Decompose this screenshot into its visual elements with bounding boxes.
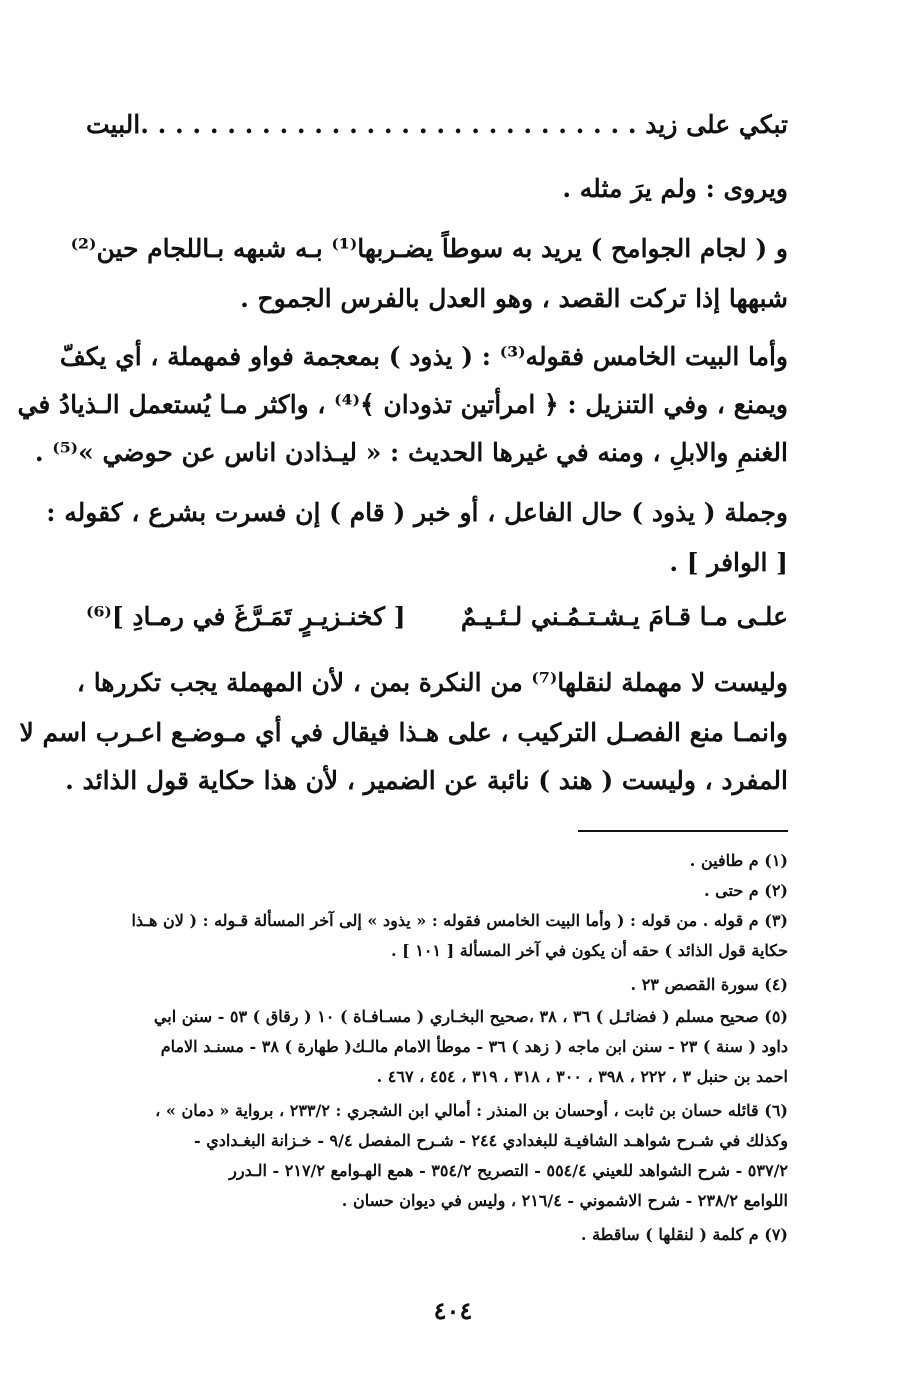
body-line: ويمنع ، وفي التنزيل : ﴿ امرأتين تذودان ﴾⁽⁴⁾ ، واكثر مـا يُستعمل الـذيادُ في: [17, 390, 788, 419]
body-line: [ الوافر ] .: [669, 548, 788, 577]
footnote: حكاية قول الذائد ) حقه أن يكون في آخر المسألة [ ١٠١ ] .: [390, 941, 788, 960]
body-line: وجملة ( يذود ) حال الفاعل ، أو خبر ( قام ) إن فسرت بشرع ، كقوله :: [46, 498, 788, 527]
header-left-text: . . . . . . . . . . . . . . . . .البيت: [86, 110, 428, 139]
footnote: ٥٣٧/٢ - شرح الشواهد للعيني ٥٥٤/٤ - التصريح ٣٥٤/٢ - همع الهـوامع ٢١٧/٢ - الـدرر: [229, 1161, 788, 1180]
footnote: (٤) سورة القصص ٢٣ .: [630, 975, 788, 994]
header-right-text: تبكي على زيد . . . . . . . . . . . . .: [418, 110, 788, 139]
footnote: (٦) قائله حسان بن ثابت ، أوحسان بن المنذر : أمالي ابن الشجري : ٢٣٣/٢ ، برواية « دمان » ،: [155, 1101, 788, 1120]
footnote: (٧) م كلمة ( لنقلها ) ساقطة .: [580, 1225, 788, 1244]
footnote: (٣) م قوله . من قوله : ( وأما البيت الخامس فقوله : « يذود » إلى آخر المسألة قـوله : ( لان هـذا: [131, 911, 788, 930]
body-line: شبهها إذا تركت القصد ، وهو العدل بالفرس الجموح .: [240, 284, 788, 313]
body-line: الغنمِ والابلِ ، ومنه في غيرها الحديث : « ليـذادن اناس عن حوضي »⁽⁵⁾ .: [34, 438, 788, 467]
body-line: وليست لا مهملة لنقلها⁽⁷⁾ من النكرة بمن ، لأن المهملة يجب تكررها ،: [76, 668, 788, 697]
footnote: (٥) صحيح مسلم ( فضائـل ) ٣٦ ، ٣٨ ،صحيح البخـاري ( مسـافـاة ) ١٠ ( رقاق ) ٥٣ - سنن ابي: [153, 1007, 788, 1026]
footnote: احمد بن حنبل ٣ ، ٢٢٢ ، ٣٩٨ ، ٣٠٠ ، ٣١٨ ، ٣١٩ ، ٤٥٤ ، ٤٦٧ .: [376, 1067, 788, 1086]
footnote: (٢) م حتى .: [704, 881, 788, 900]
footnote: (١) م طافين .: [689, 851, 788, 870]
poem-first-hemistich: علـى مـا قـامَ يـشـتـمُـني لـئـيـمٌ: [460, 602, 788, 631]
body-line: و ( لجام الجوامح ) يريد به سوطاً يضـربها⁽¹⁾ بـه شبهه بـاللجام حين⁽²⁾: [70, 234, 788, 263]
page-number: ٤٠٤: [433, 1296, 473, 1325]
footnote: داود ( سنة ) ٢٣ - سنن ابن ماجه ( زهد ) ٣٦ - موطأ الامام مالـك( طهارة ) ٣٨ - مسنـد الامام: [160, 1037, 788, 1056]
footnote: وكذلك في شـرح شواهـد الشافيـة للبغدادي ٢٤٤ - شـرح المفصل ٩/٤ - خـزانة البغـدادي -: [194, 1131, 788, 1150]
body-line: وانمـا منع الفصـل التركيب ، على هـذا فيقال في أي مـوضـع اعـرب اسم لا: [19, 718, 788, 747]
body-line: وأما البيت الخامس فقوله⁽³⁾ : ( يذود ) بمعجمة فواو فمهملة ، أي يكفّ: [59, 342, 788, 371]
poem-second-hemistich: [ كخنـزيـرٍ تَمَـرَّغَ في رمـادِ ]⁽⁶⁾: [86, 602, 406, 631]
footnote: اللوامع ٢٣٨/٢ - شرح الاشموني - ٢١٦/٤ ، وليس في ديوان حسان .: [341, 1191, 788, 1210]
body-line: ويروى : ولم يرَ مثله .: [562, 174, 788, 203]
footnote-separator: [578, 830, 788, 832]
body-line: المفرد ، وليست ( هند ) نائبة عن الضمير ، لأن هذا حكاية قول الذائد .: [65, 766, 788, 795]
